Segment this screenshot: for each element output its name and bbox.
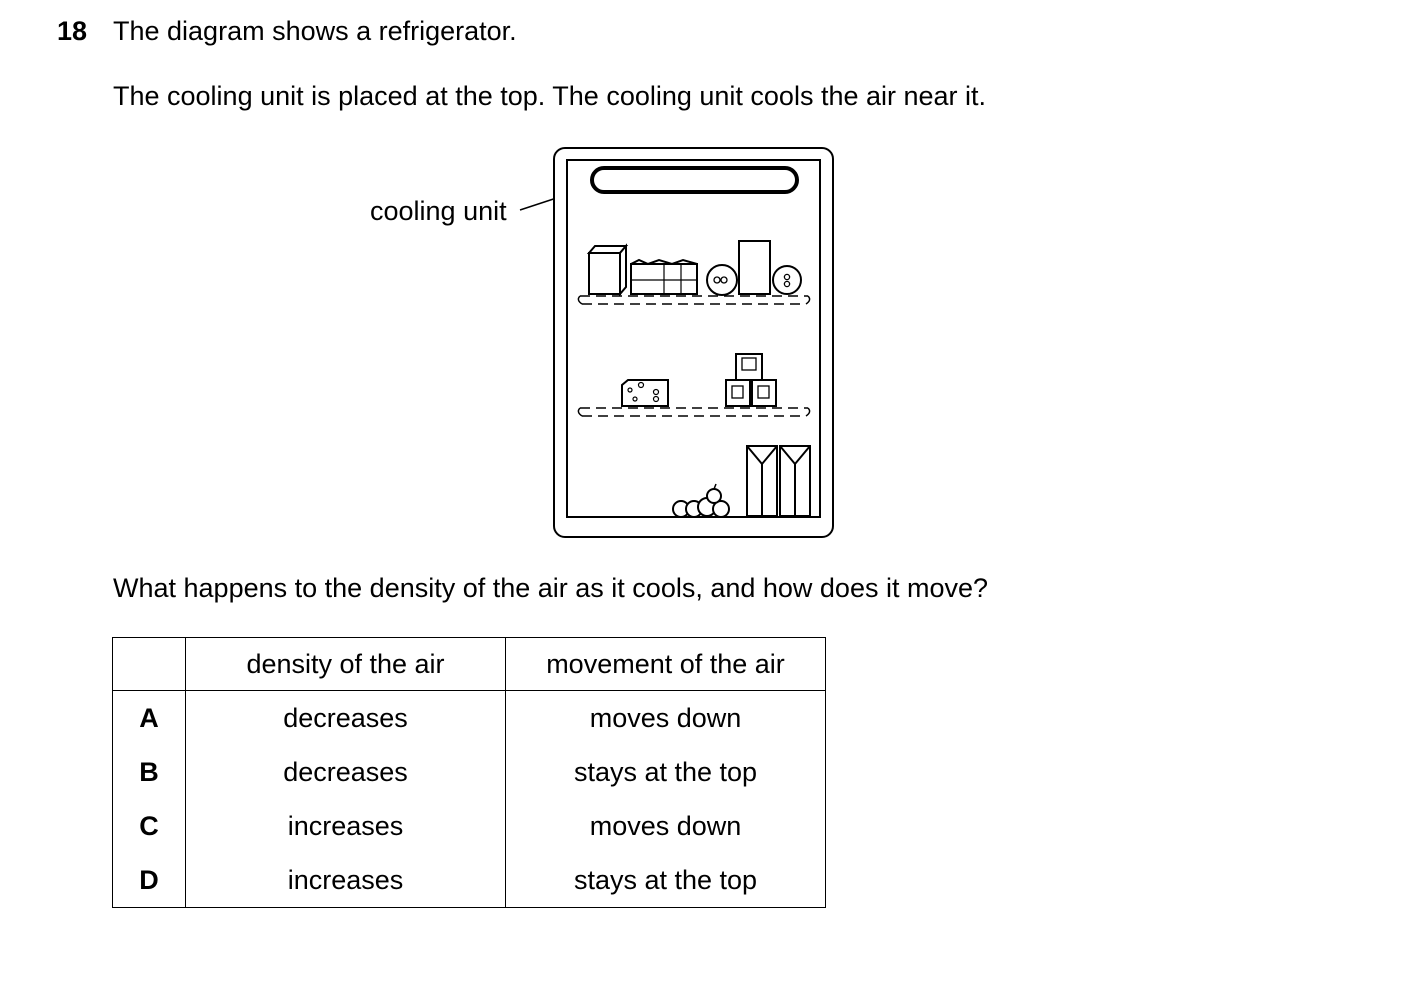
- option-letter: C: [113, 799, 186, 853]
- can-icon-2: [773, 266, 801, 294]
- option-movement: moves down: [506, 799, 826, 853]
- cooling-unit-label: cooling unit: [370, 196, 507, 226]
- option-movement: stays at the top: [506, 853, 826, 908]
- option-letter: A: [113, 691, 186, 746]
- question-context: The cooling unit is placed at the top. The cooling unit cools the air near it.: [113, 81, 987, 111]
- milk-carton-icon: [589, 246, 626, 294]
- option-density: increases: [186, 799, 506, 853]
- option-letter: D: [113, 853, 186, 908]
- butter-box-icon: [631, 260, 697, 294]
- option-row-b[interactable]: [113, 745, 826, 799]
- question-prompt: What happens to the density of the air as it cools, and how does it move?: [113, 573, 989, 603]
- option-movement: stays at the top: [506, 745, 826, 799]
- option-movement: moves down: [506, 691, 826, 746]
- refrigerator-diagram: [360, 140, 840, 545]
- cheese-icon: [622, 380, 668, 406]
- juice-box-icon: [739, 241, 770, 294]
- options-table: [112, 637, 826, 908]
- can-icon: [707, 265, 737, 295]
- option-row-c[interactable]: [113, 799, 826, 853]
- header-letter: [113, 638, 186, 691]
- option-density: increases: [186, 853, 506, 908]
- cooling-unit: [592, 168, 797, 192]
- table-header-row: [113, 638, 826, 691]
- question-number: 18: [57, 16, 88, 46]
- option-density: decreases: [186, 745, 506, 799]
- option-density: decreases: [186, 691, 506, 746]
- option-row-d[interactable]: [113, 853, 826, 908]
- option-row-a[interactable]: [113, 691, 826, 746]
- header-density: density of the air: [186, 638, 506, 691]
- option-letter: B: [113, 745, 186, 799]
- question-intro: The diagram shows a refrigerator.: [113, 16, 517, 46]
- header-movement: movement of the air: [506, 638, 826, 691]
